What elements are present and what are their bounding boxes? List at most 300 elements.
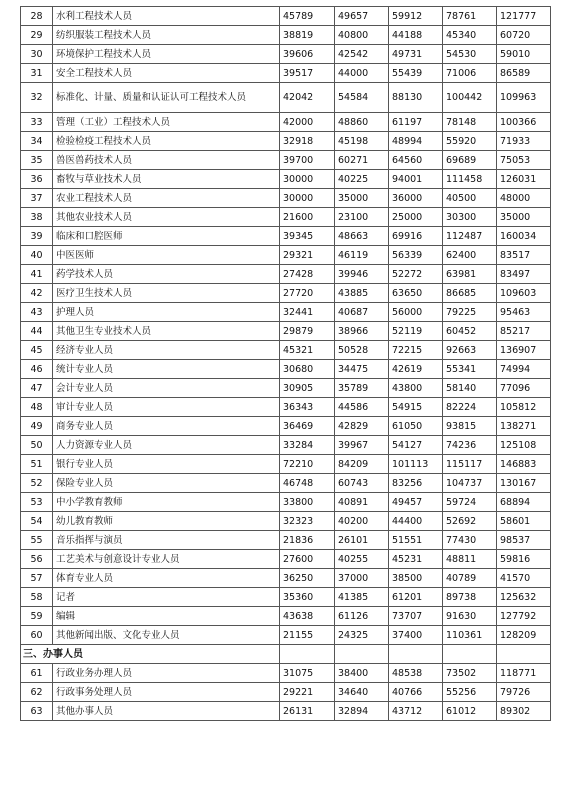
salary-value: 46119 — [335, 246, 389, 265]
salary-value: 49457 — [389, 493, 443, 512]
salary-value: 40200 — [335, 512, 389, 531]
occupation-name: 其他办事人员 — [53, 702, 280, 721]
table-row — [21, 265, 551, 284]
salary-value: 61050 — [389, 417, 443, 436]
salary-value: 54530 — [443, 45, 497, 64]
occupation-name: 管理（工业）工程技术人员 — [53, 113, 280, 132]
row-number: 47 — [21, 379, 53, 398]
row-number: 43 — [21, 303, 53, 322]
salary-value: 26131 — [280, 702, 335, 721]
salary-value: 44586 — [335, 398, 389, 417]
salary-value: 36343 — [280, 398, 335, 417]
occupation-name: 其他卫生专业技术人员 — [53, 322, 280, 341]
row-number: 55 — [21, 531, 53, 550]
salary-value: 84209 — [335, 455, 389, 474]
salary-value: 48860 — [335, 113, 389, 132]
section-empty-cell — [389, 645, 443, 664]
row-number: 54 — [21, 512, 53, 531]
table-row — [21, 189, 551, 208]
salary-value: 92663 — [443, 341, 497, 360]
salary-value: 39606 — [280, 45, 335, 64]
occupation-name: 编辑 — [53, 607, 280, 626]
salary-value: 48994 — [389, 132, 443, 151]
salary-value: 27600 — [280, 550, 335, 569]
salary-value: 39967 — [335, 436, 389, 455]
occupation-name: 体育专业人员 — [53, 569, 280, 588]
salary-value: 21600 — [280, 208, 335, 227]
row-number: 44 — [21, 322, 53, 341]
salary-value: 94001 — [389, 170, 443, 189]
occupation-name: 其他农业技术人员 — [53, 208, 280, 227]
salary-value: 44400 — [389, 512, 443, 531]
row-number: 60 — [21, 626, 53, 645]
salary-value: 44000 — [335, 64, 389, 83]
table-row — [21, 170, 551, 189]
salary-value: 27720 — [280, 284, 335, 303]
row-number: 34 — [21, 132, 53, 151]
salary-value: 36250 — [280, 569, 335, 588]
salary-value: 32894 — [335, 702, 389, 721]
table-row — [21, 83, 551, 113]
row-number: 45 — [21, 341, 53, 360]
salary-value: 75053 — [497, 151, 551, 170]
occupation-name: 保险专业人员 — [53, 474, 280, 493]
table-row — [21, 246, 551, 265]
salary-value: 21836 — [280, 531, 335, 550]
salary-value: 79225 — [443, 303, 497, 322]
salary-value: 30000 — [280, 170, 335, 189]
salary-value: 25000 — [389, 208, 443, 227]
row-number: 29 — [21, 26, 53, 45]
table-row — [21, 7, 551, 26]
salary-value: 136907 — [497, 341, 551, 360]
salary-value: 30680 — [280, 360, 335, 379]
salary-value: 78148 — [443, 113, 497, 132]
salary-value: 43800 — [389, 379, 443, 398]
table-row — [21, 702, 551, 721]
row-number: 37 — [21, 189, 53, 208]
salary-value: 42829 — [335, 417, 389, 436]
salary-value: 68894 — [497, 493, 551, 512]
salary-value: 48811 — [443, 550, 497, 569]
salary-value: 78761 — [443, 7, 497, 26]
salary-value: 45198 — [335, 132, 389, 151]
salary-table-container — [20, 6, 550, 721]
salary-value: 48663 — [335, 227, 389, 246]
row-number: 56 — [21, 550, 53, 569]
salary-value: 71006 — [443, 64, 497, 83]
salary-value: 45340 — [443, 26, 497, 45]
salary-value: 29221 — [280, 683, 335, 702]
occupation-name: 安全工程技术人员 — [53, 64, 280, 83]
salary-table — [20, 6, 551, 721]
salary-value: 42619 — [389, 360, 443, 379]
salary-value: 30300 — [443, 208, 497, 227]
row-number: 38 — [21, 208, 53, 227]
salary-value: 83256 — [389, 474, 443, 493]
table-row — [21, 569, 551, 588]
salary-value: 160034 — [497, 227, 551, 246]
salary-value: 121777 — [497, 7, 551, 26]
occupation-name: 中小学教育教师 — [53, 493, 280, 512]
row-number: 30 — [21, 45, 53, 64]
table-row — [21, 322, 551, 341]
occupation-name: 其他新闻出版、文化专业人员 — [53, 626, 280, 645]
table-row — [21, 398, 551, 417]
row-number: 28 — [21, 7, 53, 26]
salary-value: 73707 — [389, 607, 443, 626]
table-row — [21, 132, 551, 151]
table-row — [21, 588, 551, 607]
salary-value: 43885 — [335, 284, 389, 303]
table-row — [21, 360, 551, 379]
salary-value: 52119 — [389, 322, 443, 341]
occupation-name: 农业工程技术人员 — [53, 189, 280, 208]
table-row — [21, 531, 551, 550]
salary-value: 61197 — [389, 113, 443, 132]
row-number: 36 — [21, 170, 53, 189]
occupation-name: 会计专业人员 — [53, 379, 280, 398]
salary-value: 59816 — [497, 550, 551, 569]
row-number: 53 — [21, 493, 53, 512]
table-row — [21, 474, 551, 493]
salary-value: 77096 — [497, 379, 551, 398]
table-row — [21, 227, 551, 246]
salary-value: 63981 — [443, 265, 497, 284]
salary-value: 105812 — [497, 398, 551, 417]
table-row — [21, 436, 551, 455]
occupation-name: 记者 — [53, 588, 280, 607]
salary-value: 32918 — [280, 132, 335, 151]
salary-value: 126031 — [497, 170, 551, 189]
salary-value: 55439 — [389, 64, 443, 83]
salary-value: 50528 — [335, 341, 389, 360]
salary-value: 59010 — [497, 45, 551, 64]
table-body-main — [21, 7, 551, 645]
salary-value: 52272 — [389, 265, 443, 284]
salary-value: 42042 — [280, 83, 335, 113]
salary-value: 40225 — [335, 170, 389, 189]
row-number: 58 — [21, 588, 53, 607]
salary-value: 61012 — [443, 702, 497, 721]
occupation-name: 中医医师 — [53, 246, 280, 265]
salary-value: 40766 — [389, 683, 443, 702]
salary-value: 40800 — [335, 26, 389, 45]
table-row — [21, 341, 551, 360]
salary-value: 128209 — [497, 626, 551, 645]
occupation-name: 纺织服装工程技术人员 — [53, 26, 280, 45]
section-label: 三、办事人员 — [21, 645, 280, 664]
salary-value: 35789 — [335, 379, 389, 398]
salary-value: 35360 — [280, 588, 335, 607]
section-empty-cell — [497, 645, 551, 664]
salary-value: 146883 — [497, 455, 551, 474]
salary-value: 56000 — [389, 303, 443, 322]
table-row — [21, 626, 551, 645]
salary-value: 40500 — [443, 189, 497, 208]
salary-value: 59912 — [389, 7, 443, 26]
salary-value: 60452 — [443, 322, 497, 341]
salary-value: 40687 — [335, 303, 389, 322]
salary-value: 112487 — [443, 227, 497, 246]
salary-value: 72210 — [280, 455, 335, 474]
salary-value: 55256 — [443, 683, 497, 702]
salary-value: 79726 — [497, 683, 551, 702]
salary-value: 32441 — [280, 303, 335, 322]
salary-value: 40891 — [335, 493, 389, 512]
row-number: 61 — [21, 664, 53, 683]
salary-value: 74994 — [497, 360, 551, 379]
salary-value: 31075 — [280, 664, 335, 683]
salary-value: 82224 — [443, 398, 497, 417]
occupation-name: 环境保护工程技术人员 — [53, 45, 280, 64]
salary-value: 98537 — [497, 531, 551, 550]
table-row — [21, 512, 551, 531]
salary-value: 29321 — [280, 246, 335, 265]
salary-value: 69916 — [389, 227, 443, 246]
occupation-name: 临床和口腔医师 — [53, 227, 280, 246]
occupation-name: 统计专业人员 — [53, 360, 280, 379]
row-number: 50 — [21, 436, 53, 455]
salary-value: 38819 — [280, 26, 335, 45]
salary-value: 35000 — [335, 189, 389, 208]
salary-value: 56339 — [389, 246, 443, 265]
salary-value: 37400 — [389, 626, 443, 645]
salary-value: 125108 — [497, 436, 551, 455]
salary-value: 95463 — [497, 303, 551, 322]
table-row — [21, 113, 551, 132]
table-row — [21, 208, 551, 227]
salary-value: 35000 — [497, 208, 551, 227]
occupation-name: 标准化、计量、质量和认证认可工程技术人员 — [53, 83, 280, 113]
salary-value: 110361 — [443, 626, 497, 645]
salary-value: 45321 — [280, 341, 335, 360]
row-number: 35 — [21, 151, 53, 170]
occupation-name: 行政业务办理人员 — [53, 664, 280, 683]
table-section — [21, 645, 551, 664]
salary-value: 55341 — [443, 360, 497, 379]
row-number: 48 — [21, 398, 53, 417]
table-row — [21, 550, 551, 569]
salary-value: 71933 — [497, 132, 551, 151]
table-row — [21, 284, 551, 303]
table-row — [21, 303, 551, 322]
salary-value: 109963 — [497, 83, 551, 113]
occupation-name: 护理人员 — [53, 303, 280, 322]
salary-value: 60743 — [335, 474, 389, 493]
occupation-name: 检验检疫工程技术人员 — [53, 132, 280, 151]
salary-value: 45231 — [389, 550, 443, 569]
salary-value: 42542 — [335, 45, 389, 64]
salary-value: 48000 — [497, 189, 551, 208]
salary-value: 62400 — [443, 246, 497, 265]
salary-value: 39700 — [280, 151, 335, 170]
salary-value: 44188 — [389, 26, 443, 45]
salary-value: 49657 — [335, 7, 389, 26]
salary-value: 41570 — [497, 569, 551, 588]
row-number: 46 — [21, 360, 53, 379]
salary-value: 42000 — [280, 113, 335, 132]
salary-value: 69689 — [443, 151, 497, 170]
row-number: 31 — [21, 64, 53, 83]
salary-value: 30000 — [280, 189, 335, 208]
occupation-name: 银行专业人员 — [53, 455, 280, 474]
salary-value: 33800 — [280, 493, 335, 512]
salary-value: 41385 — [335, 588, 389, 607]
table-body-clerks — [21, 664, 551, 721]
row-number: 52 — [21, 474, 53, 493]
salary-value: 43712 — [389, 702, 443, 721]
table-row — [21, 607, 551, 626]
salary-value: 60720 — [497, 26, 551, 45]
occupation-name: 音乐指挥与演员 — [53, 531, 280, 550]
table-row — [21, 493, 551, 512]
salary-value: 115117 — [443, 455, 497, 474]
salary-value: 27428 — [280, 265, 335, 284]
salary-value: 54915 — [389, 398, 443, 417]
row-number: 59 — [21, 607, 53, 626]
row-number: 33 — [21, 113, 53, 132]
salary-value: 55920 — [443, 132, 497, 151]
row-number: 32 — [21, 83, 53, 113]
salary-value: 21155 — [280, 626, 335, 645]
table-row — [21, 455, 551, 474]
occupation-name: 医疗卫生技术人员 — [53, 284, 280, 303]
row-number: 39 — [21, 227, 53, 246]
salary-value: 26101 — [335, 531, 389, 550]
occupation-name: 审计专业人员 — [53, 398, 280, 417]
salary-value: 104737 — [443, 474, 497, 493]
salary-value: 29879 — [280, 322, 335, 341]
salary-value: 49731 — [389, 45, 443, 64]
table-row — [21, 664, 551, 683]
salary-value: 33284 — [280, 436, 335, 455]
occupation-name: 行政事务处理人员 — [53, 683, 280, 702]
row-number: 57 — [21, 569, 53, 588]
salary-value: 30905 — [280, 379, 335, 398]
occupation-name: 幼儿教育教师 — [53, 512, 280, 531]
salary-value: 63650 — [389, 284, 443, 303]
salary-value: 40255 — [335, 550, 389, 569]
occupation-name: 水利工程技术人员 — [53, 7, 280, 26]
salary-value: 54584 — [335, 83, 389, 113]
section-empty-cell — [335, 645, 389, 664]
salary-value: 58140 — [443, 379, 497, 398]
salary-value: 51551 — [389, 531, 443, 550]
row-number: 40 — [21, 246, 53, 265]
salary-value: 58601 — [497, 512, 551, 531]
salary-value: 39946 — [335, 265, 389, 284]
salary-value: 61201 — [389, 588, 443, 607]
salary-value: 127792 — [497, 607, 551, 626]
salary-value: 111458 — [443, 170, 497, 189]
salary-value: 38500 — [389, 569, 443, 588]
salary-value: 36469 — [280, 417, 335, 436]
salary-value: 43638 — [280, 607, 335, 626]
row-number: 62 — [21, 683, 53, 702]
occupation-name: 商务专业人员 — [53, 417, 280, 436]
section-empty-cell — [443, 645, 497, 664]
occupation-name: 人力资源专业人员 — [53, 436, 280, 455]
salary-value: 88130 — [389, 83, 443, 113]
table-row — [21, 26, 551, 45]
table-row — [21, 683, 551, 702]
occupation-name: 工艺美术与创意设计专业人员 — [53, 550, 280, 569]
salary-value: 36000 — [389, 189, 443, 208]
salary-value: 23100 — [335, 208, 389, 227]
salary-value: 85217 — [497, 322, 551, 341]
table-row — [21, 417, 551, 436]
salary-value: 101113 — [389, 455, 443, 474]
salary-value: 52692 — [443, 512, 497, 531]
salary-value: 40789 — [443, 569, 497, 588]
table-row — [21, 45, 551, 64]
salary-value: 59724 — [443, 493, 497, 512]
table-row — [21, 151, 551, 170]
salary-value: 34475 — [335, 360, 389, 379]
occupation-name: 经济专业人员 — [53, 341, 280, 360]
occupation-name: 畜牧与草业技术人员 — [53, 170, 280, 189]
row-number: 49 — [21, 417, 53, 436]
row-number: 41 — [21, 265, 53, 284]
section-empty-cell — [280, 645, 335, 664]
salary-value: 37000 — [335, 569, 389, 588]
salary-value: 72215 — [389, 341, 443, 360]
salary-value: 39345 — [280, 227, 335, 246]
salary-value: 73502 — [443, 664, 497, 683]
occupation-name: 兽医兽药技术人员 — [53, 151, 280, 170]
salary-value: 77430 — [443, 531, 497, 550]
salary-value: 60271 — [335, 151, 389, 170]
salary-value: 34640 — [335, 683, 389, 702]
salary-value: 109603 — [497, 284, 551, 303]
salary-value: 61126 — [335, 607, 389, 626]
salary-value: 38400 — [335, 664, 389, 683]
salary-value: 89302 — [497, 702, 551, 721]
salary-value: 39517 — [280, 64, 335, 83]
salary-value: 83517 — [497, 246, 551, 265]
section-row — [21, 645, 551, 664]
salary-value: 130167 — [497, 474, 551, 493]
salary-value: 118771 — [497, 664, 551, 683]
table-row — [21, 64, 551, 83]
salary-value: 32323 — [280, 512, 335, 531]
salary-value: 54127 — [389, 436, 443, 455]
table-row — [21, 379, 551, 398]
salary-value: 89738 — [443, 588, 497, 607]
row-number: 63 — [21, 702, 53, 721]
occupation-name: 药学技术人员 — [53, 265, 280, 284]
salary-value: 93815 — [443, 417, 497, 436]
salary-value: 138271 — [497, 417, 551, 436]
row-number: 42 — [21, 284, 53, 303]
salary-value: 125632 — [497, 588, 551, 607]
salary-value: 86685 — [443, 284, 497, 303]
salary-value: 24325 — [335, 626, 389, 645]
salary-value: 74236 — [443, 436, 497, 455]
salary-value: 83497 — [497, 265, 551, 284]
salary-value: 64560 — [389, 151, 443, 170]
salary-value: 46748 — [280, 474, 335, 493]
salary-value: 100442 — [443, 83, 497, 113]
salary-value: 48538 — [389, 664, 443, 683]
salary-value: 91630 — [443, 607, 497, 626]
row-number: 51 — [21, 455, 53, 474]
salary-value: 86589 — [497, 64, 551, 83]
salary-value: 45789 — [280, 7, 335, 26]
salary-value: 38966 — [335, 322, 389, 341]
salary-value: 100366 — [497, 113, 551, 132]
